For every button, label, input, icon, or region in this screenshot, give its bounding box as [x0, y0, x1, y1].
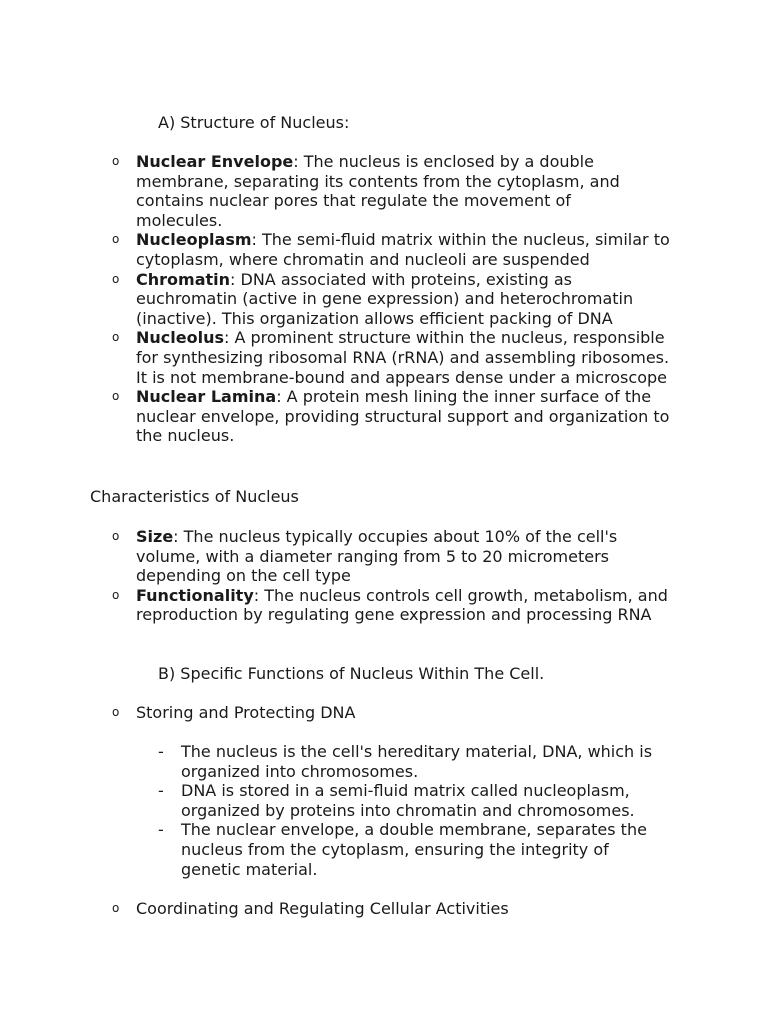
list-item — [0, 387, 676, 446]
definition: : The nucleus typically occupies about 10% of the cell's volume, with a diameter ranging from 5 to 20 micrometers depending on the cell type — [136, 527, 618, 586]
function-title: Storing and Protecting DNA — [136, 703, 356, 722]
list-item — [0, 527, 676, 586]
bullet-marker: o — [112, 705, 120, 719]
term: Chromatin — [136, 269, 231, 289]
dash-marker: - — [158, 820, 164, 840]
list-item — [0, 820, 661, 879]
list-item — [0, 899, 676, 919]
bullet-marker: o — [112, 901, 120, 915]
coordinating-list — [0, 899, 768, 919]
term: Size — [136, 527, 174, 546]
term: Nucleoplasm — [136, 230, 252, 250]
definition: : The semi-fluid matrix within the nucleus, similar to cytoplasm, where chromatin and nucleoli are suspended — [136, 230, 670, 269]
term: Nuclear Envelope — [136, 152, 294, 171]
definition: : DNA associated with proteins, existing as euchromatin (active in gene expression) and heterochromatin (inactive). This organization allows efficient packing of DNA — [136, 269, 634, 328]
term: Functionality — [136, 585, 254, 605]
storing-list — [0, 703, 768, 723]
definition: : The nucleus is enclosed by a double membrane, separating its contents from the cytoplasm, and contains nuclear pores that regulate the movement of molecules. — [136, 152, 620, 230]
bullet-marker: o — [112, 271, 120, 286]
list-item — [0, 742, 661, 781]
bullet-marker: o — [112, 232, 120, 247]
term: Nuclear Lamina — [136, 387, 277, 407]
bullet-marker: o — [112, 154, 120, 168]
storing-points — [0, 742, 768, 879]
point-text: DNA is stored in a semi-fluid matrix called nucleoplasm, organized by proteins into chromatin and chromosomes. — [181, 781, 635, 820]
list-item — [0, 328, 676, 387]
list-item — [0, 230, 676, 269]
bullet-marker: o — [112, 529, 120, 543]
term: Nucleolus — [136, 328, 224, 348]
definition: : A protein mesh lining the inner surface of the nuclear envelope, providing structural support and organization to the nucleus. — [136, 387, 670, 446]
point-text: The nucleus is the cell's hereditary material, DNA, which is organized into chromosomes. — [181, 742, 653, 781]
section-a-heading: A) Structure of Nucleus: — [158, 113, 350, 132]
dash-marker: - — [158, 781, 164, 801]
list-item — [0, 781, 661, 820]
characteristics-heading: Characteristics of Nucleus — [90, 487, 299, 506]
structure-list — [0, 152, 768, 446]
bullet-marker: o — [112, 330, 120, 345]
dash-marker: - — [158, 742, 164, 761]
point-text: The nuclear envelope, a double membrane, separates the nucleus from the cytoplasm, ensuring the integrity of genetic material. — [181, 820, 647, 879]
characteristics-list — [0, 527, 768, 625]
definition: : A prominent structure within the nucleus, responsible for synthesizing ribosomal RNA (rRNA) and assembling ribosomes. It is not membrane-bound and appears dense under a microscope — [136, 328, 670, 387]
list-item — [0, 152, 656, 230]
bullet-marker: o — [112, 389, 120, 404]
list-item — [0, 586, 676, 625]
list-item — [0, 270, 676, 329]
list-item — [0, 703, 676, 723]
function-title: Coordinating and Regulating Cellular Activities — [136, 899, 509, 918]
bullet-marker: o — [112, 587, 120, 602]
section-b-heading: B) Specific Functions of Nucleus Within The Cell. — [158, 664, 545, 683]
definition: : The nucleus controls cell growth, metabolism, and reproduction by regulating gene expression and processing RNA — [136, 585, 668, 625]
